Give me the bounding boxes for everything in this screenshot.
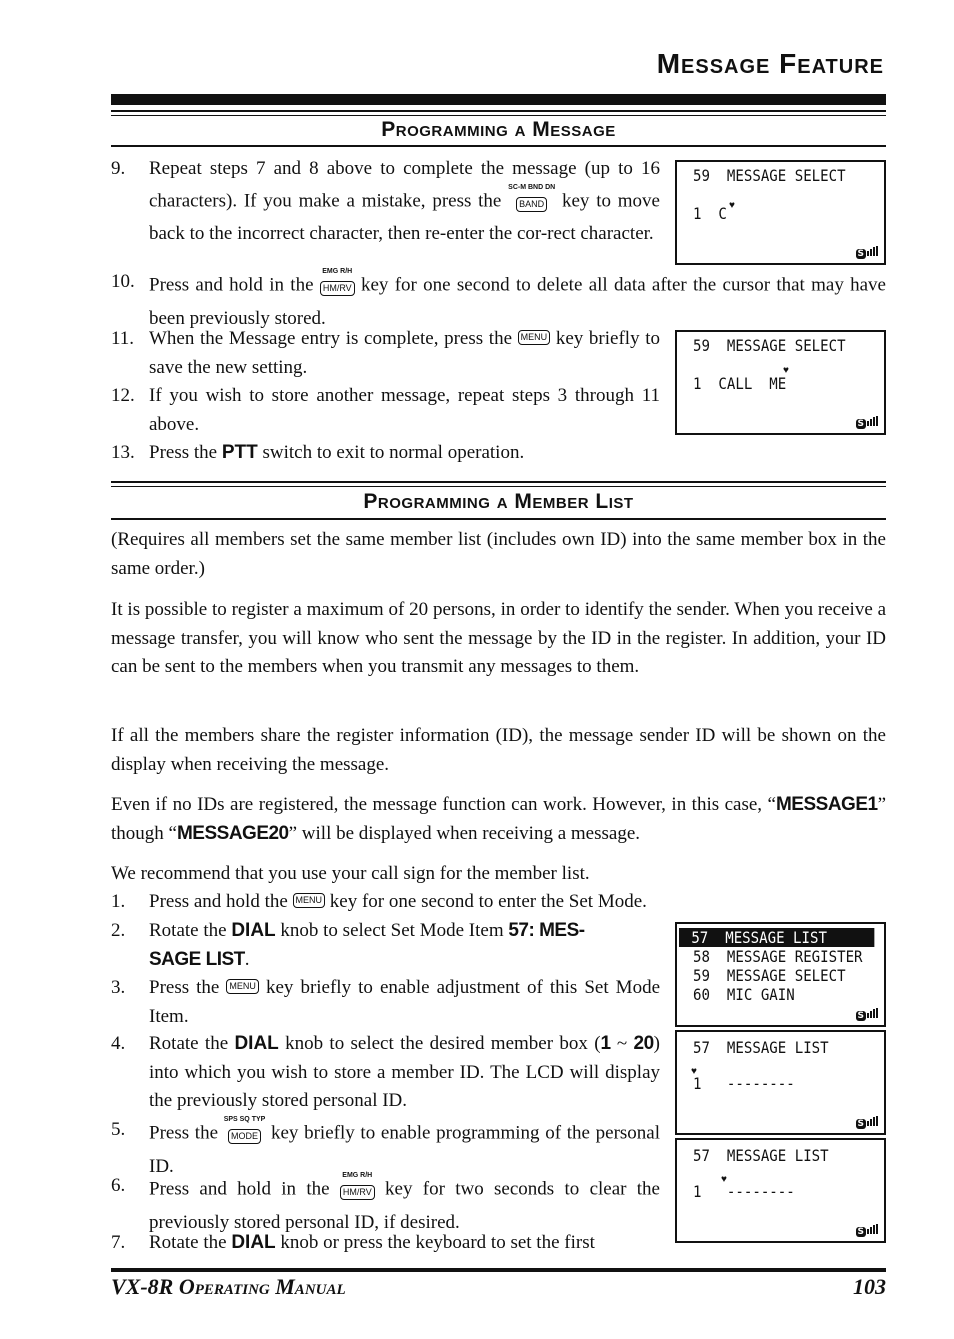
cursor-icon: ♥	[721, 1174, 727, 1185]
item-text-part: .	[244, 948, 250, 970]
cursor-icon: ♥	[691, 1066, 697, 1077]
section-rule-top	[111, 110, 886, 112]
cursor-icon: ♥	[783, 365, 789, 376]
dial-label: DIAL	[231, 920, 276, 941]
item-number: 2.	[111, 920, 126, 941]
dial-label: DIAL	[231, 1232, 276, 1253]
item-text-part: Press and hold in the	[149, 1178, 340, 1200]
item-number: 9.	[111, 158, 126, 179]
section-title-programming-member-list: Programming a Member List	[363, 490, 634, 513]
item-text-part: ) into which you wish to store a member ID. The LCD will display the previously stored personal ID.	[149, 1033, 660, 1111]
key-label: MODE	[228, 1129, 261, 1144]
item-text	[149, 1229, 664, 1258]
key-sup-label: EMG R/H	[342, 1172, 373, 1179]
chapter-title: Message Feature	[656, 48, 884, 79]
item-text-part: knob to select the desired member box (	[278, 1033, 601, 1054]
lcd-display	[675, 1138, 886, 1243]
item-text-part: Press the	[149, 977, 227, 998]
hmrv-key-icon	[340, 1172, 375, 1209]
message1-label: MESSAGE1	[775, 794, 878, 815]
item-text	[149, 1172, 660, 1237]
item-text-part: Rotate the	[149, 1232, 232, 1253]
item-text-part: ~	[610, 1033, 634, 1054]
battery-status-icon: S	[856, 246, 878, 259]
manual-title: VX-8R Operating Manual	[111, 1274, 346, 1299]
item-number: 4.	[111, 1033, 126, 1054]
item-text	[149, 268, 886, 333]
lcd-line: 60 MIC GAIN	[693, 985, 795, 1004]
menu-key-icon: MENU	[293, 893, 326, 908]
item-text-part: key briefly to enable programming of the personal ID.	[149, 1122, 661, 1177]
battery-status-icon: S	[856, 416, 878, 429]
item-text-part: Press and hold the	[149, 891, 293, 912]
ptt-label: PTT	[221, 442, 258, 463]
lcd-line: 59 MESSAGE SELECT	[693, 336, 846, 355]
lcd-line: 1 C	[693, 204, 727, 223]
lcd-line: 57 MESSAGE LIST	[693, 1038, 829, 1057]
text-part: ” though “	[111, 794, 886, 844]
paragraph: We recommend that you use your call sign for the member list.	[111, 863, 590, 884]
paragraph	[111, 791, 886, 848]
text-part: Even if no IDs are registered, the message function can work. However, in this case, “	[111, 794, 776, 815]
item-text-part: knob to select Set Mode Item	[275, 920, 509, 941]
item-text	[149, 155, 660, 249]
item-text-part: When the Message entry is complete, press the	[149, 328, 518, 349]
item-text: If you wish to store another message, repeat steps 3 through 11 above.	[149, 385, 660, 435]
item-number: 13.	[111, 442, 135, 463]
item-text	[149, 1030, 660, 1116]
cursor-icon: ♥	[729, 200, 735, 211]
item-text-part: Press the	[149, 442, 222, 463]
item-text	[149, 439, 849, 468]
item-number: 10.	[111, 271, 135, 292]
hmrv-key-icon	[320, 268, 355, 305]
key-sup-label: EMG R/H	[322, 268, 353, 275]
lcd-line: 1 CALL ME	[693, 374, 787, 393]
paragraph: If all the members share the register information (ID), the message sender ID will be shown on the display when receiving the message.	[111, 725, 886, 775]
item-text-part: switch to exit to normal operation.	[257, 442, 525, 463]
item-number: 11.	[111, 328, 135, 349]
set-mode-item-label: SAGE LIST	[149, 948, 245, 970]
lcd-line: 1 --------	[693, 1182, 795, 1201]
footer-rule	[111, 1268, 886, 1272]
section-rule-bottom	[111, 518, 886, 520]
text-part: ” will be displayed when receiving a message.	[288, 822, 641, 844]
lcd-display	[675, 1030, 886, 1135]
page-number: 103	[853, 1274, 886, 1299]
header-rule	[111, 94, 886, 105]
item-text-part: Rotate the	[149, 1033, 235, 1054]
lcd-line: 58 MESSAGE REGISTER	[693, 947, 863, 966]
item-number: 7.	[111, 1232, 126, 1253]
dial-label: DIAL	[234, 1033, 279, 1054]
member-box-min: 1	[600, 1033, 611, 1054]
item-text-part: Press and hold in the	[149, 274, 320, 296]
paragraph: (Requires all members set the same member list (includes own ID) into the same member box in the same order.)	[111, 529, 886, 579]
lcd-line: 59 MESSAGE SELECT	[693, 966, 846, 985]
lcd-line-selected: 57 MESSAGE LIST	[679, 928, 874, 947]
item-text-part: Repeat steps 7 and 8 above to complete the message (up to 16 characters). If you make a mistake, press the	[149, 158, 660, 212]
menu-key-icon: MENU	[226, 979, 259, 994]
mode-key-icon	[224, 1116, 266, 1153]
item-text-part: Rotate the	[149, 920, 232, 941]
member-box-max: 20	[633, 1033, 654, 1054]
item-text-part: key for one second to delete all data after the cursor that may have been previously stored.	[149, 274, 886, 329]
band-key-icon	[508, 184, 555, 221]
battery-status-icon: S	[856, 1008, 878, 1021]
menu-key-icon: MENU	[518, 330, 551, 345]
section-rule-bottom	[111, 145, 886, 147]
lcd-display	[675, 330, 886, 435]
lcd-display	[675, 160, 886, 265]
item-text-part: key briefly to save the new setting.	[149, 328, 660, 378]
item-text-part: Press the	[149, 1122, 224, 1144]
item-text-part: knob or press the keyboard to set the first	[275, 1232, 595, 1253]
key-label: HM/RV	[340, 1185, 375, 1200]
lcd-line: 57 MESSAGE LIST	[693, 1146, 829, 1165]
key-label: BAND	[516, 197, 547, 212]
key-sup-label: SC-M BND DN	[508, 183, 556, 191]
item-text-part: key for one second to enter the Set Mode.	[325, 891, 647, 912]
item-text	[149, 917, 660, 974]
item-number: 3.	[111, 977, 126, 998]
item-text	[149, 325, 660, 382]
section-rule-top	[111, 481, 886, 483]
section-title-programming-message: Programming a Message	[381, 118, 616, 141]
lcd-line: 1 --------	[693, 1074, 795, 1093]
battery-status-icon: S	[856, 1116, 878, 1129]
paragraph: It is possible to register a maximum of 20 persons, in order to identify the sender. When you receive a message transfer, you will know who sent the message by the ID in the register. In addition, your ID can be sent to the members when you transmit any messages to them.	[111, 599, 886, 677]
set-mode-item-label: 57: MES-	[508, 920, 585, 941]
item-text-part: key briefly to enable adjustment of this Set Mode Item.	[149, 977, 661, 1027]
message20-label: MESSAGE20	[176, 822, 289, 844]
section-rule-top2	[111, 486, 886, 487]
lcd-display	[675, 922, 886, 1027]
lcd-line: 59 MESSAGE SELECT	[693, 166, 846, 185]
battery-status-icon: S	[856, 1224, 878, 1237]
item-number: 1.	[111, 891, 126, 912]
item-number: 5.	[111, 1119, 126, 1140]
key-sup-label: SPS SQ TYP	[223, 1116, 266, 1123]
section-rule-top2	[111, 115, 886, 116]
item-text	[149, 888, 849, 917]
item-text-part: key to move back to the incorrect character, then re-enter the cor-rect character.	[149, 190, 660, 244]
item-text	[149, 974, 660, 1031]
key-label: HM/RV	[320, 281, 355, 296]
item-number: 12.	[111, 385, 135, 406]
item-number: 6.	[111, 1175, 126, 1196]
item-text-part: key for two seconds to clear the previously stored personal ID, if desired.	[149, 1178, 660, 1233]
